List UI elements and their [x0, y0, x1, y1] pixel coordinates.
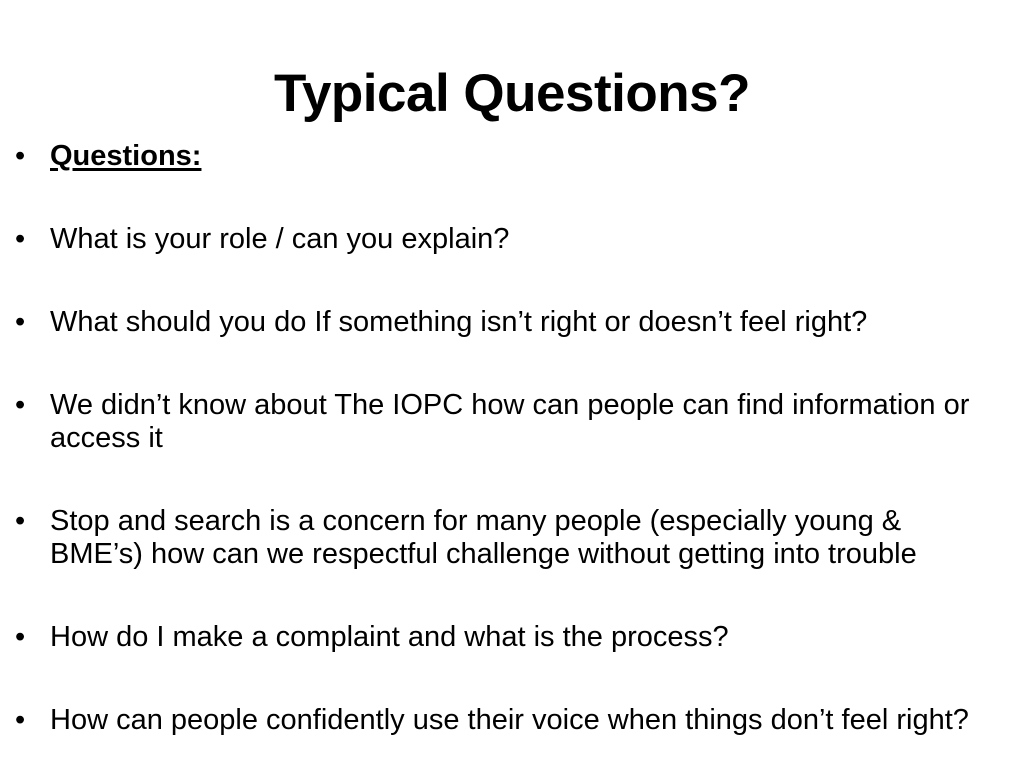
bullet-dot-icon: •	[15, 305, 26, 338]
bullet-text: How do I make a complaint and what is the process?	[50, 620, 729, 653]
bullet-text: Questions:	[50, 139, 202, 172]
bullet-item-use-voice	[12, 704, 1000, 737]
bullet-text: We didn’t know about The IOPC how can people can find information or access it	[50, 388, 970, 454]
bullet-dot-icon: •	[15, 620, 26, 653]
bullet-dot-icon: •	[15, 139, 26, 172]
bullet-item-questions-heading	[12, 140, 1000, 173]
bullet-text: What should you do If something isn’t right or doesn’t feel right?	[50, 305, 868, 338]
bullet-item-iopc-information	[12, 389, 1000, 455]
bullet-item-role	[12, 223, 1000, 256]
bullet-dot-icon: •	[15, 388, 26, 421]
bullet-item-something-not-right	[12, 306, 1000, 339]
bullet-text: Stop and search is a concern for many people (especially young & BME’s) how can we respectful challenge without getting into trouble	[50, 504, 917, 570]
slide-title: Typical Questions?	[274, 64, 750, 123]
bullet-list	[0, 140, 1024, 737]
bullet-item-make-complaint	[12, 621, 1000, 654]
bullet-text: What is your role / can you explain?	[50, 222, 510, 255]
bullet-dot-icon: •	[15, 703, 26, 736]
bullet-dot-icon: •	[15, 504, 26, 537]
bullet-text: How can people confidently use their voice when things don’t feel right?	[50, 703, 969, 736]
bullet-dot-icon: •	[15, 222, 26, 255]
bullet-item-stop-and-search	[12, 505, 1000, 571]
